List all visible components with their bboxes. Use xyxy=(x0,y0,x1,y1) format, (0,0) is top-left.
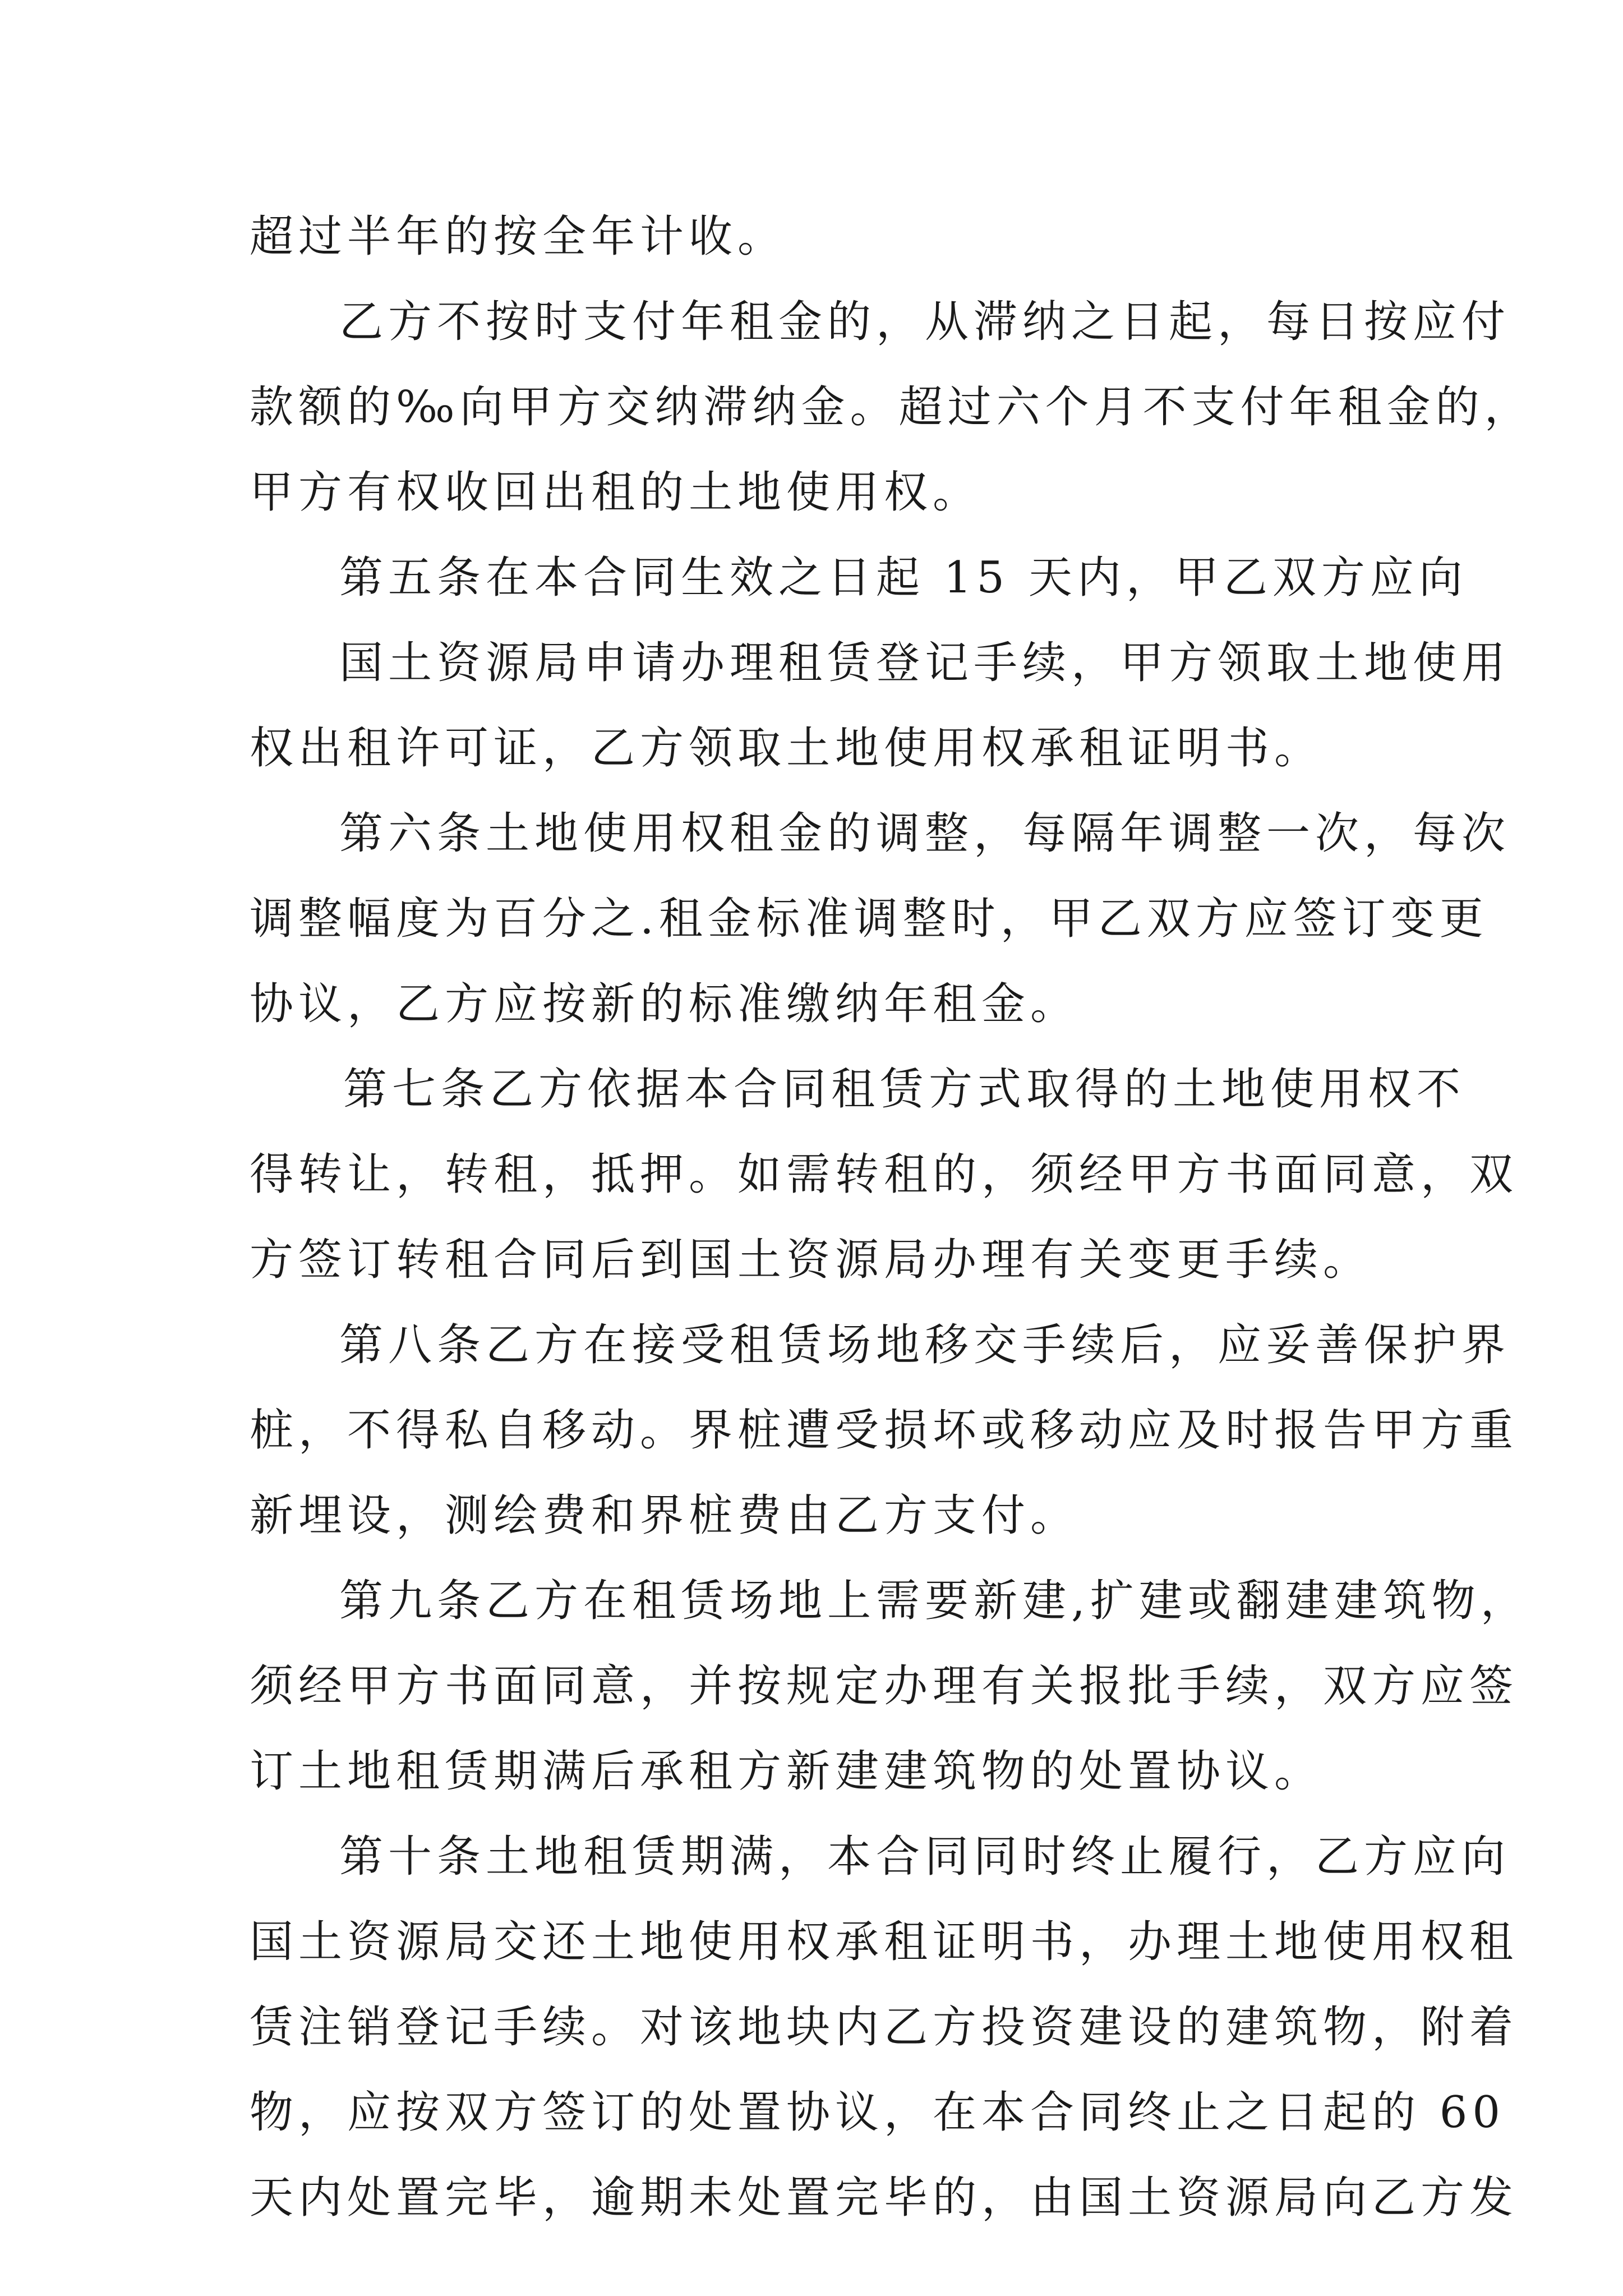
text-line: 订土地租赁期满后承租方新建建筑物的处置协议。 xyxy=(250,1746,1324,1797)
text-line: 物，应按双方签订的处置协议，在本合同终止之日起的 60 xyxy=(250,2087,1506,2138)
text-line: 得转让，转租，抵押。如需转租的，须经甲方书面同意，双 xyxy=(250,1149,1519,1200)
text-line: 乙方不按时支付年租金的，从滞纳之日起，每日按应付 xyxy=(339,297,1511,347)
text-line: 第十条土地租赁期满，本合同同时终止履行，乙方应向 xyxy=(339,1832,1511,1882)
text-line: 天内处置完毕，逾期未处置完毕的，由国土资源局向乙方发 xyxy=(250,2173,1519,2223)
text-line: 第九条乙方在租赁场地上需要新建,扩建或翻建建筑物， xyxy=(339,1576,1529,1626)
text-line: 方签订转租合同后到国土资源局办理有关变更手续。 xyxy=(250,1235,1372,1285)
text-line: 第五条在本合同生效之日起 15 天内，甲乙双方应向 xyxy=(339,553,1468,603)
text-line: 协议，乙方应按新的标准缴纳年租金。 xyxy=(250,979,1080,1029)
text-line: 甲方有权收回出租的土地使用权。 xyxy=(250,467,982,518)
text-line: 第七条乙方依据本合同租赁方式取得的土地使用权不 xyxy=(343,1064,1466,1115)
text-line: 权出租许可证，乙方领取土地使用权承租证明书。 xyxy=(250,723,1324,774)
text-line: 款额的‰向甲方交纳滞纳金。超过六个月不支付年租金的， xyxy=(250,382,1533,432)
text-line: 桩，不得私自移动。界桩遭受损坏或移动应及时报告甲方重 xyxy=(250,1405,1519,1456)
text-line: 第八条乙方在接受租赁场地移交手续后，应妥善保护界 xyxy=(339,1320,1511,1370)
text-line: 赁注销登记手续。对该地块内乙方投资建设的建筑物，附着 xyxy=(250,2002,1519,2053)
text-line: 调整幅度为百分之.租金标准调整时，甲乙双方应签订变更 xyxy=(250,894,1488,944)
text-line: 须经甲方书面同意，并按规定办理有关报批手续，双方应签 xyxy=(250,1661,1519,1711)
text-line: 新埋设，测绘费和界桩费由乙方支付。 xyxy=(250,1490,1080,1541)
text-line: 第六条土地使用权租金的调整，每隔年调整一次，每次 xyxy=(339,808,1511,859)
text-line: 国土资源局申请办理租赁登记手续，甲方领取土地使用 xyxy=(339,638,1511,688)
text-line: 超过半年的按全年计收。 xyxy=(250,211,787,262)
text-line: 国土资源局交还土地使用权承租证明书，办理土地使用权租 xyxy=(250,1917,1519,1967)
